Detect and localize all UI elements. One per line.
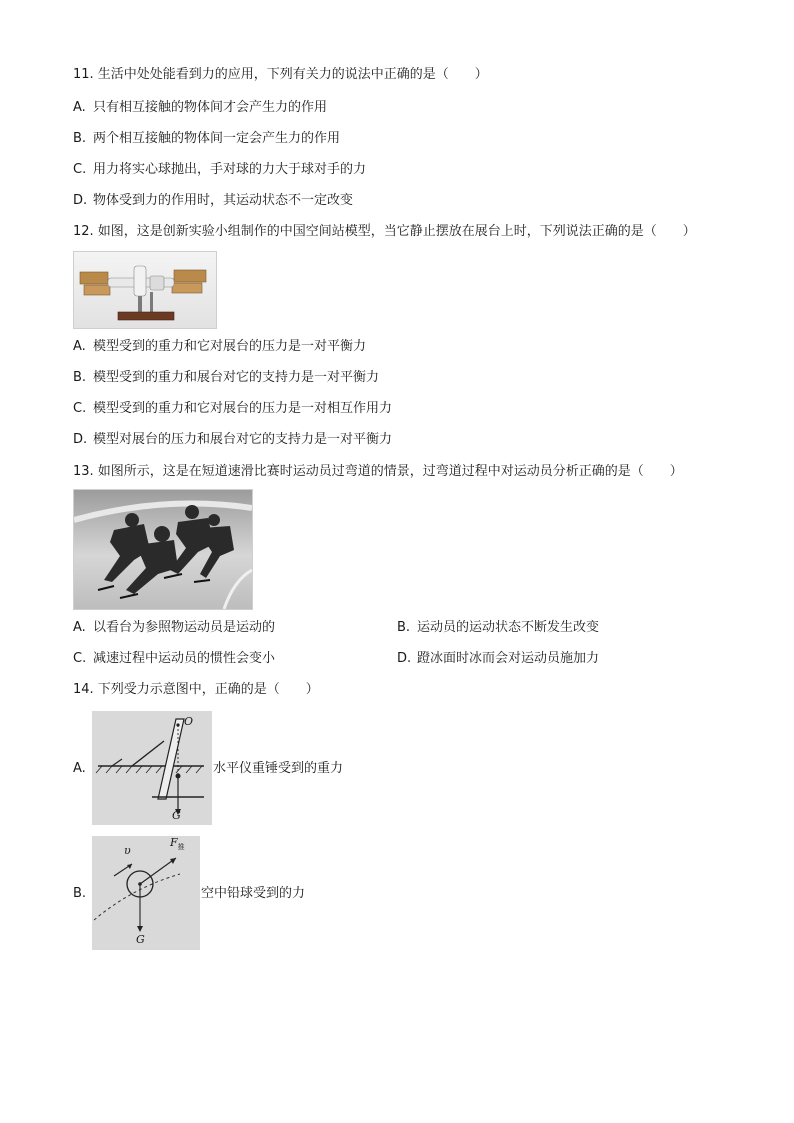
q11-option-b[interactable]: B. 两个相互接触的物体间一定会产生力的作用 <box>73 131 341 146</box>
label-o: O <box>184 715 194 728</box>
q12-option-c[interactable]: C. 模型受到的重力和它对展台的压力是一对相互作用力 <box>73 401 393 416</box>
q14-option-b-label[interactable]: B. <box>73 886 87 901</box>
q13-option-d[interactable]: D. 蹬冰面时冰而会对运动员施加力 <box>397 651 600 666</box>
label-f: $F_推$ <box>170 836 185 852</box>
space-station-model-photo <box>73 251 217 329</box>
q13-option-b[interactable]: B. 运动员的运动状态不断发生改变 <box>397 620 600 635</box>
q13-stem: 13. 如图所示，这是在短道速滑比赛时运动员过弯道的情景，过弯道过程中对运动员分析正确的是（ ） <box>73 464 683 479</box>
q14-option-a-caption: 水平仪重锤受到的重力 <box>213 761 344 776</box>
q14-option-a-label[interactable]: A. <box>73 761 86 776</box>
q12-option-a[interactable]: A. 模型受到的重力和它对展台的压力是一对平衡力 <box>73 339 367 354</box>
q11-option-d[interactable]: D. 物体受到力的作用时，其运动状态不一定改变 <box>73 193 354 208</box>
label-g: G <box>136 933 145 946</box>
q14-option-b-caption: 空中铅球受到的力 <box>201 886 306 901</box>
q12-stem: 12. 如图，这是创新实验小组制作的中国空间站模型，当它静止摆放在展台上时，下列说法正确的是（ ） <box>73 224 696 239</box>
shot-put-force-diagram <box>92 836 200 950</box>
q14-stem: 14. 下列受力示意图中，正确的是（ ） <box>73 682 319 697</box>
q12-option-d[interactable]: D. 模型对展台的压力和展台对它的支持力是一对平衡力 <box>73 432 393 447</box>
q13-option-a[interactable]: A. 以看台为参照物运动员是运动的 <box>73 620 276 635</box>
q12-option-b[interactable]: B. 模型受到的重力和展台对它的支持力是一对平衡力 <box>73 370 380 385</box>
q11-option-c[interactable]: C. 用力将实心球抛出，手对球的力大于球对手的力 <box>73 162 367 177</box>
q11-stem: 11. 生活中处处能看到力的应用，下列有关力的说法中正确的是（ ） <box>73 67 488 82</box>
q13-option-c[interactable]: C. 减速过程中运动员的惯性会变小 <box>73 651 276 666</box>
label-v: υ <box>124 844 131 857</box>
speed-skating-photo <box>73 489 253 610</box>
q11-option-a[interactable]: A. 只有相互接触的物体间才会产生力的作用 <box>73 100 328 115</box>
label-g: G <box>172 809 181 822</box>
level-plumb-diagram <box>92 711 212 825</box>
